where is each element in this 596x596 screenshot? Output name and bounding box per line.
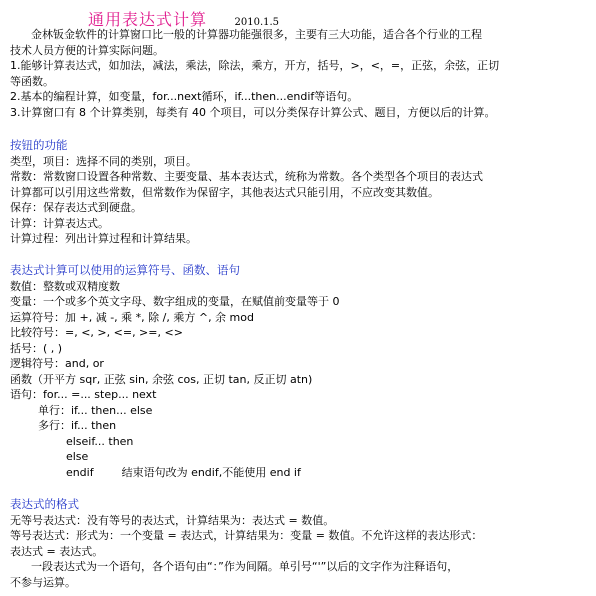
body-line: 单行：if... then... else: [10, 403, 153, 417]
intro-line: 1.能够计算表达式，如加法，减法，乘法，除法，乘方，开方，括号，>，<，=，正弦，余弦，正切: [10, 59, 500, 72]
symbols-section: [10, 263, 590, 480]
body-line: 比较符号：=, <, >, <=, >=, <>: [10, 326, 183, 339]
body-line: 计算：计算表达式。: [10, 216, 109, 230]
body-line: 函数（开平方 sqr, 正弦 sin, 余弦 cos, 正切 tan, 反正切 atn): [10, 372, 313, 386]
body-line: 计算过程：列出计算过程和计算结果。: [10, 232, 197, 245]
body-line: 数值：整数或双精度数: [10, 279, 120, 293]
document-date: 2010.1.5: [234, 17, 280, 28]
body-line: 等号表达式：形式为：一个变量 = 表达式，计算结果为：变量 = 数值。不允许这样的表达形式：: [10, 529, 483, 542]
body-line: 常数：常数窗口设置各种常数、主要变量、基本表达式，统称为常数。各个类型各个项目的表达式: [10, 170, 483, 183]
body-line: 保存：保存表达式到硬盘。: [10, 201, 142, 214]
section-heading: 表达式计算可以使用的运算符号、函数、语句: [10, 263, 240, 277]
section-heading: 表达式的格式: [10, 497, 79, 511]
intro-line: 技术人员方便的计算实际问题。: [10, 43, 164, 57]
body-line: 计算都可以引用这些常数，但常数作为保留字，其他表达式只能引用，不应改变其数值。: [10, 185, 439, 199]
body-line: 运算符号：加 +, 减 -, 乘 *, 除 /, 乘方 ^, 余 mod: [10, 310, 254, 324]
body-line: 一段表达式为一个语句，各个语句由“：”作为间隔。单引号“'”以后的文字作为注释语句，: [10, 560, 459, 573]
buttons-section: [10, 138, 590, 247]
intro-line: 3.计算窗口有 8 个计算类别，每类有 40 个项目，可以分类保存计算公式、题目，方便以后的计算。: [10, 105, 496, 119]
body-line: 语句：for... =... step... next: [10, 388, 157, 401]
body-line: 多行：if... then: [10, 419, 117, 432]
document-title: 通用表达式计算: [88, 10, 208, 29]
body-line: 不参与运算。: [10, 575, 76, 589]
body-line: 无等号表达式：没有等号的表达式，计算结果为：表达式 = 数值。: [10, 513, 335, 527]
body-line: 变量：一个或多个英文字母、数字组成的变量，在赋值前变量等于 0: [10, 295, 340, 308]
intro-section: [10, 27, 590, 120]
intro-line: 金林钣金软件的计算窗口比一般的计算器功能强很多，主要有三大功能，适合各个行业的工程: [10, 28, 482, 41]
body-line: else: [10, 450, 89, 463]
body-line: elseif... then: [10, 434, 134, 448]
section-heading: 按钮的功能: [10, 138, 68, 152]
body-line: endif 结束语句改为 endif,不能使用 end if: [10, 465, 301, 479]
format-section: [10, 497, 590, 590]
body-line: 逻辑符号：and, or: [10, 357, 104, 370]
body-line: 类型，项目：选择不同的类别，项目。: [10, 154, 197, 168]
body-line: 括号：( , ): [10, 341, 63, 355]
intro-line: 等函数。: [10, 74, 54, 88]
body-line: 表达式 = 表达式。: [10, 544, 104, 558]
intro-line: 2.基本的编程计算，如变量，for...next循环，if...then...endif等语句。: [10, 90, 359, 103]
